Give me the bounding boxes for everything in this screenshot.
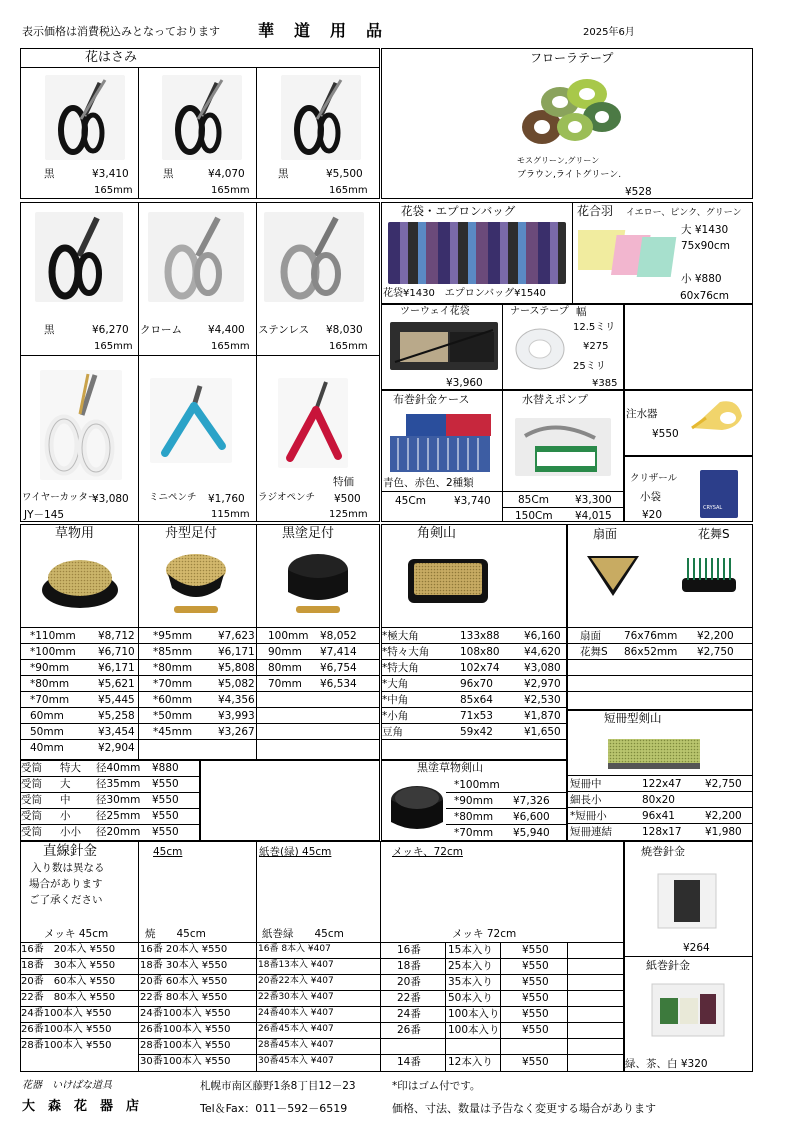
kenzan-size: *85mm — [153, 646, 193, 658]
wire-row: 22番 80本入 ¥550 — [140, 992, 228, 1003]
needle-case-price: ¥3,740 — [454, 495, 491, 507]
empty-panel — [200, 760, 380, 841]
kaku-kenzan-photo — [406, 553, 490, 607]
kaku-price: ¥2,530 — [524, 694, 561, 706]
wire-cutter-price: ¥3,080 — [92, 493, 129, 505]
kuro-kusa-price: ¥6,600 — [513, 811, 550, 823]
uketsutsu-grade: 特大 — [60, 762, 81, 774]
scissors-color: 黒 — [278, 168, 289, 180]
kenzan-price: ¥5,082 — [218, 678, 255, 690]
kenzan-size: *70mm — [153, 678, 193, 690]
kaku-size: 96x70 — [460, 678, 493, 690]
tanzaku-price: ¥2,200 — [705, 810, 742, 822]
scissors-size: 165mm — [94, 341, 133, 352]
kaku-price: ¥1,870 — [524, 710, 561, 722]
floral-tape-colors: モスグリーン,グリーン — [517, 156, 600, 165]
uketsutsu-price: ¥550 — [152, 826, 179, 838]
kenzan-header-black: 黒塗足付 — [282, 526, 335, 541]
kaku-name: *極大角 — [382, 630, 419, 642]
wire-row: 22番 80本入 ¥550 — [21, 992, 116, 1003]
wire-row: 30番45本入 ¥407 — [258, 1056, 334, 1066]
crysal-title: クリザール — [630, 473, 678, 484]
scissors-color: 黒 — [44, 168, 55, 180]
wire-row: 16番 20本入 ¥550 — [21, 944, 116, 955]
footer-kaki: 花器 いけばな道具 — [22, 1080, 112, 1091]
kenzan-price: ¥6,171 — [98, 662, 135, 674]
pump-price: ¥4,015 — [575, 510, 612, 522]
pump-price: ¥3,300 — [575, 494, 612, 506]
tanzaku-price: ¥1,980 — [705, 826, 742, 838]
twoway-bag-photo — [390, 322, 498, 370]
mini-pliers-name: ミニペンチ — [149, 492, 197, 503]
kenzan-price: ¥3,267 — [218, 726, 255, 738]
wire-count: 15本入り — [448, 944, 493, 956]
yaki-title: 焼巻針金 — [641, 845, 685, 858]
kaku-name: *特大角 — [382, 662, 419, 674]
water-title: 注水器 — [626, 408, 658, 420]
kuro-kusa-title: 黒塗草物剣山 — [417, 761, 483, 774]
page-title: 華 道 用 品 — [258, 21, 385, 40]
kenzan-price: ¥4,356 — [218, 694, 255, 706]
kenzan-size: *80mm — [153, 662, 193, 674]
nurse-width-label: 幅 — [576, 306, 587, 318]
wire-gauge: 20番 — [397, 976, 421, 988]
black-kenzan-photo — [282, 548, 354, 620]
nurse-price: ¥275 — [583, 341, 609, 352]
wire-row: 20番22本入 ¥407 — [258, 976, 334, 986]
wire-note: 入り数は異なる — [31, 862, 105, 874]
kaku-size: 133x88 — [460, 630, 500, 642]
pump-size: 85Cm — [518, 494, 549, 506]
wire-col-header: メッキ 72cm — [452, 928, 517, 940]
kenzan-price: ¥5,258 — [98, 710, 135, 722]
wire-cutter-photo — [40, 370, 122, 480]
scissors-price: ¥4,400 — [208, 324, 245, 336]
bag-title: 花袋・エプロンバッグ — [401, 204, 516, 218]
wire-gauge: 14番 — [397, 1056, 421, 1068]
kaku-size: 85x64 — [460, 694, 493, 706]
scissors-color: 黒 — [163, 168, 174, 180]
habane-large-price: 大 ¥1430 — [681, 224, 729, 236]
footer-note: *印はゴム付です。 — [392, 1080, 481, 1092]
pump-size: 150Cm — [515, 510, 553, 522]
kaku-price: ¥3,080 — [524, 662, 561, 674]
ougi-size: 86x52mm — [624, 646, 678, 658]
needle-case-photo — [386, 414, 494, 472]
kenzan-price: ¥7,414 — [320, 646, 357, 658]
kenzan-size: 80mm — [268, 662, 302, 674]
wire-row: 16番 8本入 ¥407 — [258, 944, 331, 954]
wire-col-top: 45cm — [153, 846, 183, 858]
wire-col-top: メッキ、72cm — [392, 846, 463, 858]
ougi-price: ¥2,750 — [697, 646, 734, 658]
scissors-size: 165mm — [211, 341, 250, 352]
mini-pliers-size: 115mm — [211, 509, 250, 520]
wire-col-top: 紙巻(緑) 45cm — [259, 846, 332, 858]
habane-small-price: 小 ¥880 — [681, 273, 722, 285]
floral-tape-title: フローラテープ — [530, 51, 614, 65]
tanzaku-size: 128x17 — [642, 826, 682, 838]
tax-notice: 表示価格は消費税込みとなっております — [22, 25, 220, 38]
floral-tape-colors: ブラウン,ライトグリーン. — [517, 170, 622, 180]
uketsutsu-price: ¥550 — [152, 778, 179, 790]
chrome-scissors-photo — [148, 212, 244, 302]
kenzan-price: ¥6,710 — [98, 646, 135, 658]
wire-col-header: 紙巻緑 45cm — [262, 928, 344, 940]
bag-photo — [388, 222, 566, 284]
special-price-label: 特価 — [333, 476, 354, 488]
water-dispenser-photo — [686, 396, 746, 436]
wire-row: 24番100本入 ¥550 — [21, 1008, 112, 1019]
uketsutsu-label: 受筒 — [21, 826, 42, 838]
black-scissors-photo — [45, 75, 125, 160]
wire-title: 直線針金 — [43, 843, 97, 859]
scissors-color: クローム — [140, 324, 182, 336]
floral-tape-price: ¥528 — [625, 186, 652, 198]
scissors-color: ステンレス — [258, 324, 310, 336]
ougi-title: 扇面 — [593, 527, 618, 541]
scissors-size: 165mm — [329, 185, 368, 196]
uketsutsu-size: 径30mm — [96, 794, 141, 806]
hanamai-title: 花舞S — [698, 527, 730, 541]
wire-row: 28番100本入 ¥550 — [140, 1040, 231, 1051]
wire-price: ¥550 — [522, 1024, 549, 1036]
tanzaku-kenzan-photo — [606, 733, 702, 771]
kenzan-size: *50mm — [153, 710, 193, 722]
tanzaku-title: 短冊型剣山 — [604, 711, 662, 725]
wire-gauge: 22番 — [397, 992, 421, 1004]
boat-kenzan-photo — [160, 548, 232, 620]
crysal-subtitle: 小袋 — [640, 491, 661, 503]
kaku-size: 59x42 — [460, 726, 493, 738]
wire-price: ¥550 — [522, 960, 549, 972]
wire-gauge: 18番 — [397, 960, 421, 972]
wire-cutter-name: ワイヤーカッター — [22, 492, 98, 503]
twoway-title: ツーウェイ花袋 — [400, 306, 470, 317]
empty-panel — [624, 304, 753, 390]
kenzan-price: ¥7,623 — [218, 630, 255, 642]
scissors-size: 165mm — [211, 185, 250, 196]
needle-case-title: 布巻針金ケース — [393, 393, 470, 406]
wire-price: ¥550 — [522, 944, 549, 956]
scissors-size: 165mm — [94, 185, 133, 196]
nurse-title: ナーステープ — [510, 306, 569, 317]
kenzan-size: 60mm — [30, 710, 64, 722]
wire-row: 26番45本入 ¥407 — [258, 1024, 334, 1034]
wire-note: 場合があります — [29, 878, 103, 890]
kuro-kusa-size: *100mm — [454, 779, 500, 791]
kamimaki-price: 緑、茶、白 ¥320 — [625, 1058, 708, 1070]
wire-row: 24番100本入 ¥550 — [140, 1008, 231, 1019]
uketsutsu-grade: 中 — [60, 794, 71, 806]
uketsutsu-grade: 大 — [60, 778, 71, 790]
kenzan-header-boat: 舟型足付 — [165, 526, 218, 541]
uketsutsu-grade: 小小 — [60, 826, 81, 838]
kenzan-price: ¥8,052 — [320, 630, 357, 642]
floral-tape-photo — [520, 72, 624, 150]
ougi-size: 76x76mm — [624, 630, 678, 642]
wire-gauge: 16番 — [397, 944, 421, 956]
uketsutsu-label: 受筒 — [21, 778, 42, 790]
wire-price: ¥550 — [522, 1008, 549, 1020]
wire-count: 50本入り — [448, 992, 493, 1004]
uketsutsu-size: 径25mm — [96, 810, 141, 822]
kenzan-price: ¥6,534 — [320, 678, 357, 690]
stainless-scissors-photo — [264, 212, 364, 302]
shop-name: 大 森 花 器 店 — [22, 1099, 140, 1114]
wire-row: 18番 30本入 ¥550 — [140, 960, 228, 971]
kaku-name: *大角 — [382, 678, 409, 690]
wire-col-header: メッキ 45cm — [44, 928, 109, 940]
tanzaku-name: 短冊中 — [570, 778, 602, 790]
wire-count: 100本入り — [448, 1024, 500, 1036]
wire-row: 26番100本入 ¥550 — [21, 1024, 112, 1035]
uketsutsu-size: 径40mm — [96, 762, 141, 774]
wire-row: 30番100本入 ¥550 — [140, 1056, 231, 1067]
uketsutsu-label: 受筒 — [21, 762, 42, 774]
kenzan-size: 90mm — [268, 646, 302, 658]
kaku-size: 108x80 — [460, 646, 500, 658]
kenzan-size: *95mm — [153, 630, 193, 642]
grass-kenzan-photo — [38, 552, 122, 612]
wire-cutter-code: JY－145 — [24, 509, 65, 521]
kenzan-size: *90mm — [30, 662, 70, 674]
nurse-tape-photo — [512, 326, 568, 372]
habane-large-size: 75x90cm — [681, 240, 730, 252]
habane-photo — [578, 225, 678, 280]
kenzan-price: ¥5,808 — [218, 662, 255, 674]
kaku-price: ¥4,620 — [524, 646, 561, 658]
uketsutsu-price: ¥550 — [152, 794, 179, 806]
nurse-width: 25ミリ — [573, 361, 606, 372]
habane-colors: イエロー、ピンク、グリーン — [626, 208, 742, 218]
kaku-price: ¥1,650 — [524, 726, 561, 738]
tanzaku-size: 122x47 — [642, 778, 682, 790]
kaku-name: 豆角 — [382, 726, 403, 738]
kuro-kusa-photo — [388, 778, 446, 836]
mini-pliers-price: ¥1,760 — [208, 493, 245, 505]
pump-title: 水替えポンプ — [522, 393, 588, 406]
wire-row: 18番13本入 ¥407 — [258, 960, 334, 970]
tanzaku-name: *短冊小 — [570, 810, 607, 822]
wire-count: 25本入り — [448, 960, 493, 972]
wire-row: 20番 60本入 ¥550 — [140, 976, 228, 987]
kenzan-size: 70mm — [268, 678, 302, 690]
kuro-kusa-size: *90mm — [454, 795, 494, 807]
kenzan-price: ¥6,754 — [320, 662, 357, 674]
wire-count: 100本入り — [448, 1008, 500, 1020]
scissors-title: 花はさみ — [85, 50, 138, 65]
water-price: ¥550 — [652, 428, 679, 440]
page-date: 2025年6月 — [583, 27, 635, 38]
uketsutsu-price: ¥550 — [152, 810, 179, 822]
wire-count: 12本入り — [448, 1056, 493, 1068]
kenzan-size: *60mm — [153, 694, 193, 706]
kenzan-header-grass: 草物用 — [55, 526, 95, 541]
radio-pliers-size: 125mm — [329, 509, 368, 520]
kenzan-price: ¥3,454 — [98, 726, 135, 738]
scissors-price: ¥4,070 — [208, 168, 245, 180]
wire-price: ¥550 — [522, 992, 549, 1004]
kamimaki-title: 紙巻針金 — [646, 959, 690, 972]
radio-pliers-photo — [278, 378, 348, 468]
kenzan-price: ¥5,621 — [98, 678, 135, 690]
uketsutsu-price: ¥880 — [152, 762, 179, 774]
scissors-size: 165mm — [329, 341, 368, 352]
shop-tel: Tel＆Fax：011－592－6519 — [200, 1102, 348, 1115]
kenzan-price: ¥3,993 — [218, 710, 255, 722]
kenzan-price: ¥5,445 — [98, 694, 135, 706]
crysal-price: ¥20 — [642, 509, 663, 521]
uketsutsu-grade: 小 — [60, 810, 71, 822]
kaku-name: *特々大角 — [382, 646, 430, 658]
tanzaku-name: 細長小 — [570, 794, 602, 806]
kenzan-size: *100mm — [30, 646, 76, 658]
ougi-name: 扇面 — [580, 630, 601, 642]
wire-row: 16番 20本入 ¥550 — [140, 944, 228, 955]
kaku-name: *小角 — [382, 710, 409, 722]
wire-col-header: 焼 45cm — [145, 928, 206, 940]
tanzaku-price: ¥2,750 — [705, 778, 742, 790]
kenzan-size: *80mm — [30, 678, 70, 690]
footer-note: 価格、寸法、数量は予告なく変更する場合があります — [392, 1102, 656, 1115]
kenzan-size: *110mm — [30, 630, 76, 642]
kaku-price: ¥6,160 — [524, 630, 561, 642]
wire-count: 35本入り — [448, 976, 493, 988]
needle-case-colors: 青色、赤色、2種類 — [383, 477, 474, 489]
kenzan-size: 40mm — [30, 742, 64, 754]
tanzaku-name: 短冊連結 — [570, 826, 612, 838]
wire-row: 28番45本入 ¥407 — [258, 1040, 334, 1050]
tanzaku-size: 96x41 — [642, 810, 675, 822]
kenzan-size: *45mm — [153, 726, 193, 738]
wire-note: ご了承ください — [29, 894, 103, 906]
kenzan-size: 50mm — [30, 726, 64, 738]
radio-pliers-name: ラジオペンチ — [258, 492, 316, 503]
radio-pliers-price: ¥500 — [334, 493, 361, 505]
yaki-wire-photo — [652, 866, 722, 936]
hanamai-kenzan-photo — [680, 554, 738, 600]
wire-row: 24番40本入 ¥407 — [258, 1008, 334, 1018]
ougi-price: ¥2,200 — [697, 630, 734, 642]
uketsutsu-size: 径20mm — [96, 826, 141, 838]
nurse-price: ¥385 — [592, 378, 618, 389]
wire-row: 22番30本入 ¥407 — [258, 992, 334, 1002]
fan-kenzan-photo — [583, 550, 643, 600]
crysal-packet-photo: CRYSAL — [700, 470, 738, 518]
scissors-color: 黒 — [44, 324, 55, 336]
wire-price: ¥550 — [522, 1056, 549, 1068]
kuro-kusa-price: ¥5,940 — [513, 827, 550, 839]
kamimaki-wire-photo — [648, 980, 728, 1040]
habane-small-size: 60x76cm — [680, 290, 729, 302]
ougi-name: 花舞S — [580, 646, 608, 658]
mini-pliers-photo — [150, 378, 232, 463]
bag-price: 花袋¥1430 エプロンバッグ¥1540 — [383, 288, 546, 299]
black-scissors-photo — [281, 75, 361, 160]
scissors-price: ¥3,410 — [92, 168, 129, 180]
uketsutsu-label: 受筒 — [21, 794, 42, 806]
wire-price: ¥550 — [522, 976, 549, 988]
kenzan-price: ¥2,904 — [98, 742, 135, 754]
kenzan-size: 100mm — [268, 630, 309, 642]
yaki-price: ¥264 — [683, 942, 710, 954]
kaku-size: 102x74 — [460, 662, 500, 674]
kaku-price: ¥2,970 — [524, 678, 561, 690]
pump-photo — [515, 418, 611, 476]
wire-row: 28番100本入 ¥550 — [21, 1040, 112, 1051]
wire-gauge: 26番 — [397, 1024, 421, 1036]
wire-row: 18番 30本入 ¥550 — [21, 960, 116, 971]
kuro-kusa-size: *80mm — [454, 811, 494, 823]
needle-case-size: 45Cm — [395, 495, 426, 507]
wire-row: 20番 60本入 ¥550 — [21, 976, 116, 987]
uketsutsu-size: 径35mm — [96, 778, 141, 790]
kaku-title: 角剣山 — [417, 526, 457, 541]
kenzan-price: ¥8,712 — [98, 630, 135, 642]
kuro-kusa-price: ¥7,326 — [513, 795, 550, 807]
uketsutsu-label: 受筒 — [21, 810, 42, 822]
black-scissors-photo — [162, 75, 242, 160]
kenzan-price: ¥6,171 — [218, 646, 255, 658]
shop-address: 札幌市南区藤野1条8丁目12－23 — [200, 1080, 356, 1092]
scissors-price: ¥8,030 — [326, 324, 363, 336]
kaku-name: *中角 — [382, 694, 409, 706]
habane-title: 花合羽 — [577, 204, 614, 218]
wire-gauge: 24番 — [397, 1008, 421, 1020]
kuro-kusa-size: *70mm — [454, 827, 494, 839]
scissors-price: ¥5,500 — [326, 168, 363, 180]
twoway-price: ¥3,960 — [446, 377, 483, 389]
kaku-size: 71x53 — [460, 710, 493, 722]
tanzaku-size: 80x20 — [642, 794, 675, 806]
nurse-width: 12.5ミリ — [573, 322, 616, 333]
kenzan-size: *70mm — [30, 694, 70, 706]
wire-row: 26番100本入 ¥550 — [140, 1024, 231, 1035]
black-scissors-photo — [35, 212, 123, 302]
scissors-price: ¥6,270 — [92, 324, 129, 336]
